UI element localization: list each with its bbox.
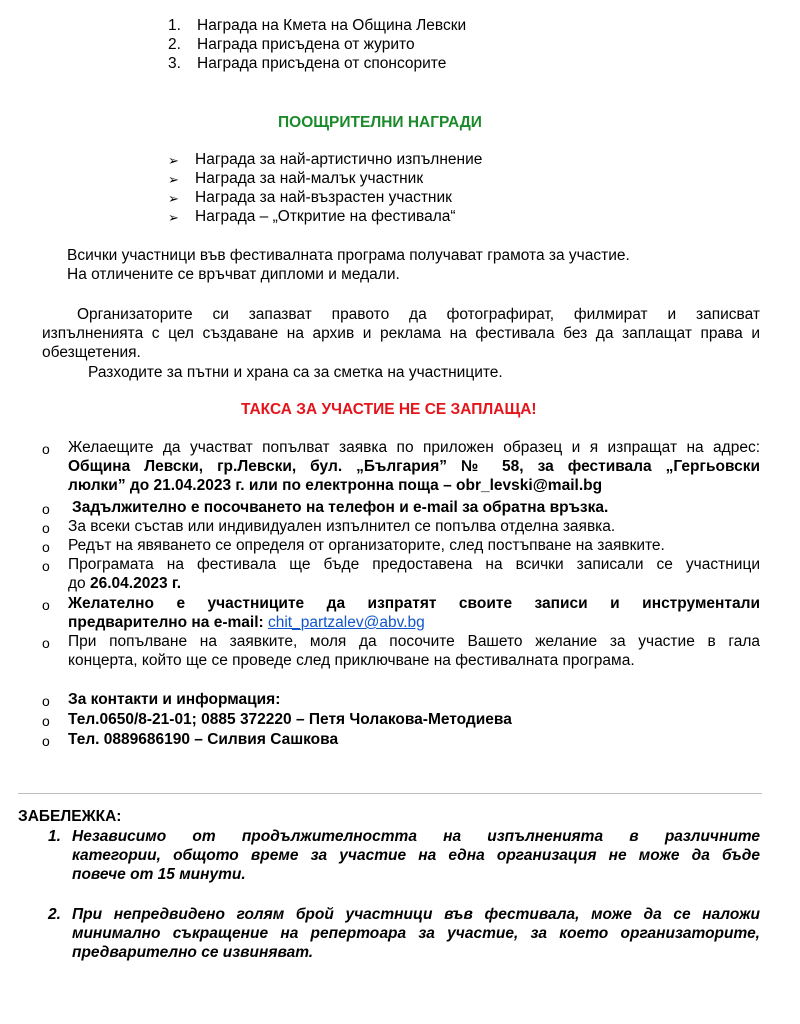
note-text: повече от 15 минути. [72, 866, 246, 883]
section-divider [18, 793, 762, 794]
note-item [48, 827, 760, 884]
certificates-text: Всички участници във фестивалната програма получават грамота за участие. [67, 247, 630, 264]
rights-paragraph-line: обезщетения. [42, 344, 141, 361]
encouraging-award-item: Награда – „Откритие на фестивала“ [195, 208, 456, 225]
expenses-text: Разходите за пътни и храна са за сметка на участниците. [88, 364, 503, 381]
recordings-email-line [68, 613, 760, 632]
award-number: 2. [168, 36, 181, 53]
note-text: Независимо от продължителността на изпълненията в различните [72, 828, 760, 845]
gala-text: При попълване на заявките, моля да посочите Вашето желание за участие в гала [68, 633, 760, 650]
separate-application-text: За всеки състав или индивидуален изпълнител се попълва отделна заявка. [68, 518, 616, 535]
recordings-email-prefix: предварително на e-mail: [68, 614, 268, 631]
award-item: Награда присъдена от журито [197, 36, 415, 53]
recordings-text: Желателно е участниците да изпратят своите записи и инструментали [68, 595, 760, 612]
arrow-bullet-icon: ➢ [168, 153, 179, 168]
note-text: предварително се извиняват. [72, 944, 314, 961]
encouraging-awards-heading: ПООЩРИТЕЛНИ НАГРАДИ [278, 114, 482, 131]
circle-bullet-icon: o [42, 713, 50, 729]
arrow-bullet-icon: ➢ [168, 191, 179, 206]
contacts-heading: За контакти и информация: [68, 691, 281, 708]
mandatory-contact-text: Задължително е посочването на телефон и e-mail за обратна връзка. [72, 499, 609, 516]
note-item [48, 905, 760, 962]
encouraging-award-item: Награда за най-възрастен участник [195, 189, 452, 206]
circle-bullet-icon: o [42, 635, 50, 651]
contact-phone-1: Тел.0650/8-21-01; 0885 372220 – Петя Чолакова-Методиева [68, 711, 512, 728]
circle-bullet-icon: o [42, 539, 50, 555]
recordings-email-link[interactable]: chit_partzalev@abv.bg [267, 614, 425, 631]
circle-bullet-icon: o [42, 501, 50, 517]
program-date-prefix: до [68, 575, 90, 592]
circle-bullet-icon: o [42, 558, 50, 574]
rights-paragraph-line: Организаторите си запазват правото да фотографират, филмират и записват [77, 306, 760, 323]
award-number: 3. [168, 55, 181, 72]
note-text: категории, общото време за участие на една организация не може да бъде [72, 847, 760, 864]
application-deadline: люлки” до 21.04.2023 г. или по електронна поща – obr_levski@mail.bg [68, 477, 603, 494]
diplomas-text: На отличените се връчват дипломи и медали. [67, 266, 400, 283]
note-heading: ЗАБЕЛЕЖКА: [18, 808, 122, 825]
order-text: Редът на явяването се определя от организаторите, след постъпване на заявките. [68, 537, 665, 554]
circle-bullet-icon: o [42, 441, 50, 457]
program-text: Програмата на фестивала ще бъде предоставена на всички записали се участници [68, 556, 760, 573]
gala-text: концерта, който ще се проведе след приключване на фестивалната програма. [68, 652, 635, 669]
note-text: минимално съкращение на репертоара за участие, за което организаторите, [72, 925, 760, 942]
circle-bullet-icon: o [42, 520, 50, 536]
note-text: При непредвидено голям брой участници във фестивала, може да се наложи [72, 906, 760, 923]
arrow-bullet-icon: ➢ [168, 172, 179, 187]
rights-paragraph-line: изпълненията с цел създаване на архив и реклама на фестивала без да заплащат права и [42, 325, 760, 342]
application-address: Община Левски, гр.Левски, бул. „България” № 58, за фестивала „Гергьовски [68, 458, 760, 475]
circle-bullet-icon: o [42, 733, 50, 749]
encouraging-award-item: Награда за най-артистично изпълнение [195, 151, 483, 168]
circle-bullet-icon: o [42, 693, 50, 709]
encouraging-award-item: Награда за най-малък участник [195, 170, 424, 187]
program-date-line [68, 574, 760, 593]
arrow-bullet-icon: ➢ [168, 210, 179, 225]
contact-phone-2: Тел. 0889686190 – Силвия Сашкова [68, 731, 339, 748]
application-text: Желаещите да участват попълват заявка по приложен образец и я изпращат на адрес: [68, 439, 760, 456]
note-number: 1. [48, 828, 61, 845]
award-item: Награда на Кмета на Община Левски [197, 17, 467, 34]
circle-bullet-icon: o [42, 597, 50, 613]
note-number: 2. [48, 906, 61, 923]
award-item: Награда присъдена от спонсорите [197, 55, 447, 72]
fee-heading: ТАКСА ЗА УЧАСТИЕ НЕ СЕ ЗАПЛАЩА! [241, 401, 537, 418]
award-number: 1. [168, 17, 181, 34]
program-date: 26.04.2023 г. [89, 575, 182, 592]
